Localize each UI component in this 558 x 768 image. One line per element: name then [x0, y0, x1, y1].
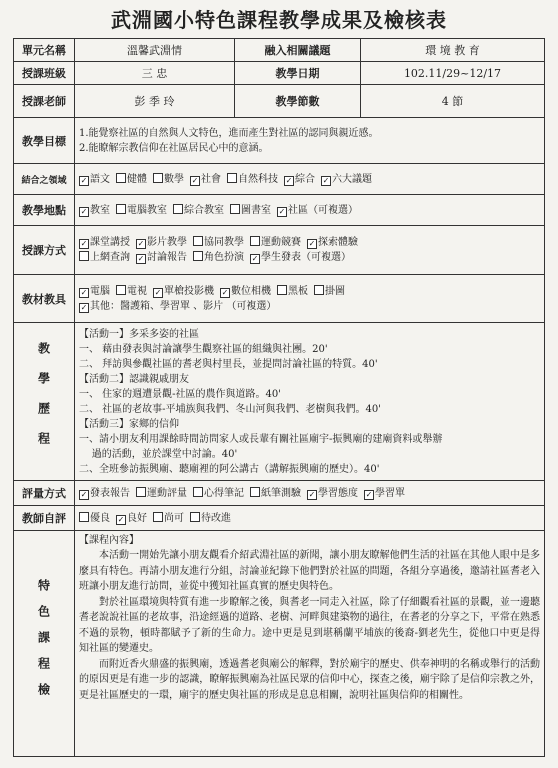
- issue-value: 環 境 教 育: [361, 39, 545, 62]
- checkbox-item[interactable]: [314, 284, 345, 299]
- checkbox-label: 語文: [90, 173, 110, 185]
- features-label-text: 特色課程檢: [36, 578, 51, 709]
- process-line: 【活動一】多采多姿的社區: [79, 328, 199, 340]
- checkbox-item[interactable]: [190, 172, 221, 187]
- checkbox-label: 電視: [127, 285, 147, 297]
- checkbox-label: 運動評量: [147, 487, 187, 499]
- checked-box-icon: ✓: [80, 239, 88, 248]
- checkbox-item[interactable]: [277, 203, 358, 218]
- checkbox-label: 探索體驗: [318, 237, 358, 248]
- process-line: 二、 社區的老故事-平埔族與我們、冬山河與我們、老樹與我們。40': [79, 403, 382, 415]
- process-line: 一、 藉由發表與討論讓學生觀察社區的組織與社團。20': [79, 343, 328, 355]
- checkbox-label: 運動競賽: [261, 237, 301, 248]
- equipment-options: [75, 275, 545, 323]
- page-title: 武淵國小特色課程教學成果及檢核表: [111, 8, 447, 32]
- checked-box-icon: ✓: [322, 175, 330, 185]
- unchecked-box-icon: [193, 487, 203, 497]
- checkbox-label: 角色扮演: [204, 252, 244, 263]
- checkbox-item[interactable]: [227, 172, 278, 187]
- self-eval-options: [75, 506, 545, 531]
- checkbox-item[interactable]: [250, 486, 301, 501]
- process-label: [14, 323, 75, 481]
- checkbox-label: 社區（可複選）: [288, 204, 358, 216]
- checkbox-label: 綜合教室: [184, 204, 224, 216]
- checkbox-item[interactable]: [79, 250, 130, 265]
- unchecked-box-icon: [136, 487, 146, 497]
- checkbox-item[interactable]: [79, 511, 110, 526]
- checked-box-icon: ✓: [80, 175, 88, 185]
- features-content: [75, 531, 545, 757]
- teacher-label: 授課老師: [14, 85, 75, 118]
- unchecked-box-icon: [277, 285, 287, 295]
- checkbox-item[interactable]: [193, 235, 244, 250]
- checkbox-label: 黑板: [288, 285, 308, 297]
- goal-item: 1.能覺察社區的自然與人文特色，進而產生對社區的認同與親近感。: [79, 127, 379, 139]
- periods-label: 教學節數: [235, 85, 361, 118]
- checkbox-item[interactable]: [136, 486, 187, 501]
- features-label: [14, 531, 75, 757]
- checkbox-label: 心得筆記: [204, 487, 244, 499]
- assessment-options: [75, 481, 545, 506]
- places-options: [75, 195, 545, 226]
- goals-list: [75, 118, 545, 164]
- process-content: [75, 323, 545, 481]
- checkbox-item[interactable]: [220, 284, 271, 299]
- checked-box-icon: ✓: [80, 302, 88, 312]
- process-label-text: 教學歷程: [36, 341, 51, 462]
- checkbox-label: 協同教學: [204, 237, 244, 248]
- features-paragraph: 而附近香火鼎盛的振興廟，透過耆老與廟公的解釋，對於廟宇的歷史、供奉神明的名稱或舉行的活動的原因更是有進一步的認識，瞭解振興廟為社區民眾的信仰中心，探查之後，廟宇除了是信仰宗教之外，更是社區歷史的一環，廟宇的歷史與社區的形成是息息相關，說明社區與信仰的相關性。: [79, 658, 540, 701]
- checkbox-label: 綜合: [295, 173, 315, 185]
- checkbox-item[interactable]: [307, 235, 358, 250]
- methods-options: [75, 226, 545, 275]
- unchecked-box-icon: [173, 204, 183, 214]
- checkbox-item[interactable]: [250, 250, 351, 265]
- checkbox-item[interactable]: [116, 172, 147, 187]
- checkbox-item[interactable]: [153, 284, 214, 299]
- checkbox-label: 掛圖: [325, 285, 345, 297]
- checked-box-icon: ✓: [221, 287, 229, 297]
- checkbox-item[interactable]: [277, 284, 308, 299]
- checked-box-icon: ✓: [285, 175, 293, 185]
- checkbox-item[interactable]: [79, 486, 130, 501]
- unchecked-box-icon: [153, 173, 163, 183]
- date-label: 教學日期: [235, 62, 361, 85]
- checkbox-label: 優良: [90, 512, 110, 524]
- process-line: 過的活動，並於課堂中討論。40': [79, 448, 238, 460]
- checkbox-label: 電腦教室: [127, 204, 167, 216]
- checkbox-item[interactable]: [116, 511, 147, 526]
- checkbox-label: 發表報告: [90, 487, 130, 499]
- features-paragraph: 對於社區環境與特質有進一步瞭解之後，與耆老一同走入社區，除了仔細觀看社區的景觀，並一邊聽耆老說說社區的老故事，沿途經過的道路、老樹、河畔與建築物的過往，在耆老的分享之下，平常在熟悉不過的景物，頓時都賦予了新的生命力。途中更是見到堪稱蘭平埔族的後裔-劉老先生，從他口中更是得知社區的變遷史。: [79, 596, 540, 654]
- unchecked-box-icon: [79, 512, 89, 522]
- unchecked-box-icon: [193, 236, 203, 246]
- domains-options: [75, 164, 545, 195]
- checkbox-label: 學習單: [375, 487, 405, 499]
- checkbox-item[interactable]: [230, 203, 271, 218]
- checkbox-label: 健體: [127, 173, 147, 185]
- unchecked-box-icon: [190, 512, 200, 522]
- checked-box-icon: ✓: [137, 254, 145, 263]
- checkbox-item[interactable]: [284, 172, 315, 187]
- unchecked-box-icon: [227, 173, 237, 183]
- checkbox-item[interactable]: [193, 486, 244, 501]
- unit-name-value: 溫馨武淵情: [75, 39, 235, 62]
- checkbox-item[interactable]: [136, 235, 187, 250]
- teacher-value: 彭 季 玲: [75, 85, 235, 118]
- process-line: 二、全班參訪振興廟、聽廟裡的阿公講古（講解振興廟的歷史）。40': [79, 463, 380, 475]
- goal-item: 2.能瞭解宗教信仰在社區居民心中的意涵。: [79, 142, 269, 154]
- checkbox-label: 社會: [201, 173, 221, 185]
- checkbox-item[interactable]: [79, 203, 110, 218]
- checkbox-item[interactable]: [136, 250, 187, 265]
- process-line: 一、請小朋友利用課餘時間訪問家人或長輩有關社區廟宇-振興廟的建廟資料或舉辦: [79, 433, 443, 445]
- checked-box-icon: ✓: [278, 206, 286, 216]
- checked-box-icon: ✓: [80, 489, 88, 499]
- checkbox-label: 圖書室: [241, 204, 271, 216]
- process-line: 【活動三】家鄉的信仰: [79, 418, 179, 430]
- periods-value: 4 節: [361, 85, 545, 118]
- unit-name-label: 單元名稱: [14, 39, 75, 62]
- checkbox-item[interactable]: [193, 250, 244, 265]
- process-line: 【活動二】認識親戚朋友: [79, 373, 189, 385]
- checkbox-label: 課堂講授: [90, 237, 130, 248]
- unchecked-box-icon: [250, 236, 260, 246]
- checked-box-icon: ✓: [80, 206, 88, 216]
- checkbox-label: 其他：醫護箱、學習單 、影片 （可複選）: [90, 300, 277, 312]
- unchecked-box-icon: [314, 285, 324, 295]
- unchecked-box-icon: [250, 487, 260, 497]
- class-label: 授課班級: [14, 62, 75, 85]
- checkbox-label: 紙筆測驗: [261, 487, 301, 499]
- checkbox-item[interactable]: [79, 235, 130, 250]
- checked-box-icon: ✓: [80, 287, 88, 297]
- features-heading: 【課程內容】: [79, 535, 139, 546]
- evaluation-form: [13, 38, 545, 757]
- checked-box-icon: ✓: [117, 514, 125, 524]
- checkbox-label: 學習態度: [318, 487, 358, 499]
- process-line: 一、 住家的週遭景觀-社區的農作與道路。40': [79, 388, 282, 400]
- checkbox-item[interactable]: [79, 284, 110, 299]
- checkbox-label: 自然科技: [238, 173, 278, 185]
- features-paragraph: 本活動一開始先讓小朋友觀看介紹武淵社區的新聞，讓小朋友瞭解他們生活的社區在其他人眼中是多麼具有特色。再請小朋友進行分組，討論並紀錄下他們對於社區的問題，各組分享過後，邀請社區耆老入班讓小朋友進行訪問，並從中獲知社區真實的歷史與特色。: [79, 550, 540, 592]
- checkbox-label: 數學: [164, 173, 184, 185]
- checked-box-icon: ✓: [251, 254, 259, 263]
- checkbox-item[interactable]: [364, 486, 405, 501]
- checked-box-icon: ✓: [308, 489, 316, 499]
- date-value: 102.11/29~12/17: [361, 62, 545, 85]
- self-eval-label: 教師自評: [14, 506, 75, 531]
- unchecked-box-icon: [79, 251, 89, 261]
- checkbox-label: 良好: [127, 512, 147, 524]
- unchecked-box-icon: [153, 512, 163, 522]
- checkbox-item[interactable]: [190, 511, 231, 526]
- unchecked-box-icon: [193, 251, 203, 261]
- checked-box-icon: ✓: [191, 175, 199, 185]
- domains-label: 結合之領域: [14, 164, 75, 195]
- checkbox-item[interactable]: [153, 172, 184, 187]
- assessment-label: 評量方式: [14, 481, 75, 506]
- checkbox-label: 上網查詢: [90, 252, 130, 263]
- checkbox-item[interactable]: [250, 235, 301, 250]
- unchecked-box-icon: [116, 204, 126, 214]
- unchecked-box-icon: [230, 204, 240, 214]
- checkbox-item[interactable]: [116, 203, 167, 218]
- equipment-label: 教材教具: [14, 275, 75, 323]
- checkbox-item[interactable]: [307, 486, 358, 501]
- checked-box-icon: ✓: [308, 239, 316, 248]
- checkbox-item[interactable]: [79, 172, 110, 187]
- checkbox-label: 尚可: [164, 512, 184, 524]
- checkbox-label: 討論報告: [147, 252, 187, 263]
- checkbox-label: 電腦: [90, 285, 110, 297]
- checkbox-label: 數位相機: [231, 285, 271, 297]
- checkbox-label: 待改進: [201, 512, 231, 524]
- issue-label: 融入相關議題: [235, 39, 361, 62]
- checkbox-item[interactable]: [153, 511, 184, 526]
- unchecked-box-icon: [116, 285, 126, 295]
- checkbox-item[interactable]: [321, 172, 372, 187]
- class-value: 三 忠: [75, 62, 235, 85]
- checked-box-icon: ✓: [365, 489, 373, 499]
- checkbox-label: 單槍投影機: [164, 285, 214, 297]
- process-line: 二、 拜訪與參觀社區的耆老與村里長，並提問討論社區的特質。40': [79, 358, 378, 370]
- checkbox-item[interactable]: [79, 299, 276, 314]
- checked-box-icon: ✓: [137, 239, 145, 248]
- checkbox-item[interactable]: [173, 203, 224, 218]
- checkbox-label: 學生發表（可複選）: [261, 252, 351, 263]
- goals-label: 教學目標: [14, 118, 75, 164]
- checkbox-label: 教室: [90, 204, 110, 216]
- unchecked-box-icon: [116, 173, 126, 183]
- methods-label: 授課方式: [14, 226, 75, 275]
- checkbox-label: 影片教學: [147, 237, 187, 248]
- checkbox-item[interactable]: [116, 284, 147, 299]
- places-label: 教學地點: [14, 195, 75, 226]
- checkbox-label: 六大議題: [332, 173, 372, 185]
- checked-box-icon: ✓: [154, 287, 162, 297]
